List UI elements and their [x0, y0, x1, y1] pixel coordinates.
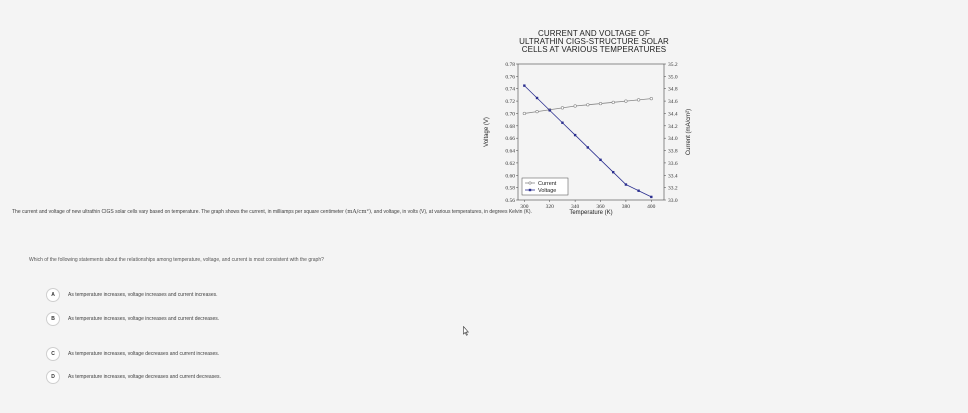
choice-c[interactable] [46, 346, 219, 362]
chart-svg [474, 30, 714, 218]
y-right-tick-label: 34.2 [668, 123, 678, 130]
y-left-tick-label: 0.78 [505, 62, 515, 68]
y-left-tick-label: 0.72 [505, 99, 515, 106]
passage-text-before: The current and voltage of new ultrathin CIGS solar cells vary based on temperature. The graph shows the current, in milliamps per square centimeter [12, 209, 344, 215]
choice-a[interactable] [46, 287, 218, 303]
current-data-point [587, 104, 590, 107]
choice-a-text[interactable]: As temperature increases, voltage increases and current increases. [68, 292, 218, 298]
chart [474, 30, 714, 218]
x-axis-label: Temperature (K) [569, 210, 613, 216]
current-data-point [561, 107, 564, 110]
y-left-tick-label: 0.60 [505, 173, 515, 180]
current-data-point [574, 105, 577, 108]
y-right-tick-label: 34.6 [668, 99, 678, 106]
voltage-data-point [574, 134, 576, 136]
legend-marker-current [529, 182, 531, 184]
y-left-axis-label: Voltage (V) [484, 117, 490, 147]
choice-d[interactable] [46, 369, 221, 385]
voltage-data-point [612, 171, 614, 173]
chart-title [474, 30, 714, 54]
passage-units: (mA/cm²) [345, 209, 371, 215]
x-tick-label: 340 [571, 204, 580, 210]
y-left-tick-label: 0.68 [505, 123, 515, 130]
y-right-tick-label: 35.0 [668, 74, 678, 81]
choice-b-letter[interactable]: B [46, 312, 60, 326]
y-right-tick-label: 33.2 [668, 185, 678, 192]
voltage-data-point [587, 146, 589, 148]
voltage-data-point [625, 183, 627, 185]
legend-label-voltage: Voltage [538, 188, 557, 194]
x-tick-label: 320 [545, 204, 554, 210]
voltage-data-point [523, 84, 525, 86]
choice-d-text[interactable]: As temperature increases, voltage decreases and current decreases. [68, 374, 221, 380]
y-right-tick-label: 33.0 [668, 198, 678, 204]
y-right-tick-label: 34.8 [668, 86, 678, 93]
question-text: Which of the following statements about the relationships among temperature, voltage, and current is most consistent with the graph? [29, 257, 324, 263]
chart-title-line-2: ULTRATHIN CIGS-STRUCTURE SOLAR [519, 37, 669, 46]
voltage-data-point [650, 196, 652, 198]
y-right-tick-label: 33.6 [668, 160, 678, 167]
choice-b-text[interactable]: As temperature increases, voltage increases and current decreases. [68, 316, 220, 322]
y-right-tick-label: 33.8 [668, 148, 678, 155]
y-left-tick-label: 0.76 [505, 74, 515, 81]
y-left-tick-label: 0.66 [505, 136, 515, 143]
current-data-point [599, 102, 602, 105]
choice-c-letter[interactable]: C [46, 347, 60, 361]
y-left-tick-label: 0.70 [505, 111, 515, 118]
y-left-tick-label: 0.74 [505, 86, 515, 93]
y-right-tick-label: 34.0 [668, 136, 678, 143]
y-left-tick-label: 0.62 [505, 160, 515, 167]
mouse-cursor-icon [463, 326, 469, 336]
current-data-point [523, 112, 526, 115]
current-data-point [536, 110, 539, 113]
chart-title-line-3: CELLS AT VARIOUS TEMPERATURES [521, 45, 667, 54]
voltage-data-point [549, 109, 551, 111]
y-left-tick-label: 0.56 [505, 198, 515, 204]
legend-label-current: Current [538, 181, 557, 187]
current-data-point [650, 97, 653, 100]
y-right-tick-label: 33.4 [668, 173, 678, 180]
current-data-point [625, 100, 628, 103]
voltage-data-point [536, 97, 538, 99]
voltage-data-point [561, 122, 563, 124]
choice-d-letter[interactable]: D [46, 370, 60, 384]
x-tick-label: 400 [647, 204, 656, 210]
current-data-point [612, 101, 615, 104]
y-right-tick-label: 34.4 [668, 111, 678, 118]
passage-text-after: , and voltage, in volts (V), at various temperatures, in degrees Kelvin (K). [370, 209, 532, 215]
x-tick-label: 360 [596, 204, 605, 210]
choice-a-letter[interactable]: A [46, 288, 60, 302]
legend-marker-voltage [529, 189, 531, 191]
voltage-data-point [637, 190, 639, 192]
choice-c-text[interactable]: As temperature increases, voltage decreases and current increases. [68, 351, 220, 357]
choice-b[interactable] [46, 311, 219, 327]
x-tick-label: 380 [621, 204, 631, 210]
y-left-tick-label: 0.58 [505, 185, 515, 192]
x-tick-label: 300 [520, 204, 529, 210]
y-right-axis-label: Current (mA/cm²) [686, 108, 692, 156]
y-left-tick-label: 0.64 [505, 148, 515, 155]
current-data-point [637, 99, 640, 102]
chart-title-line-1: CURRENT AND VOLTAGE OF [538, 29, 650, 38]
passage-text [12, 209, 962, 216]
voltage-data-point [599, 159, 601, 161]
y-right-tick-label: 35.2 [668, 62, 678, 68]
